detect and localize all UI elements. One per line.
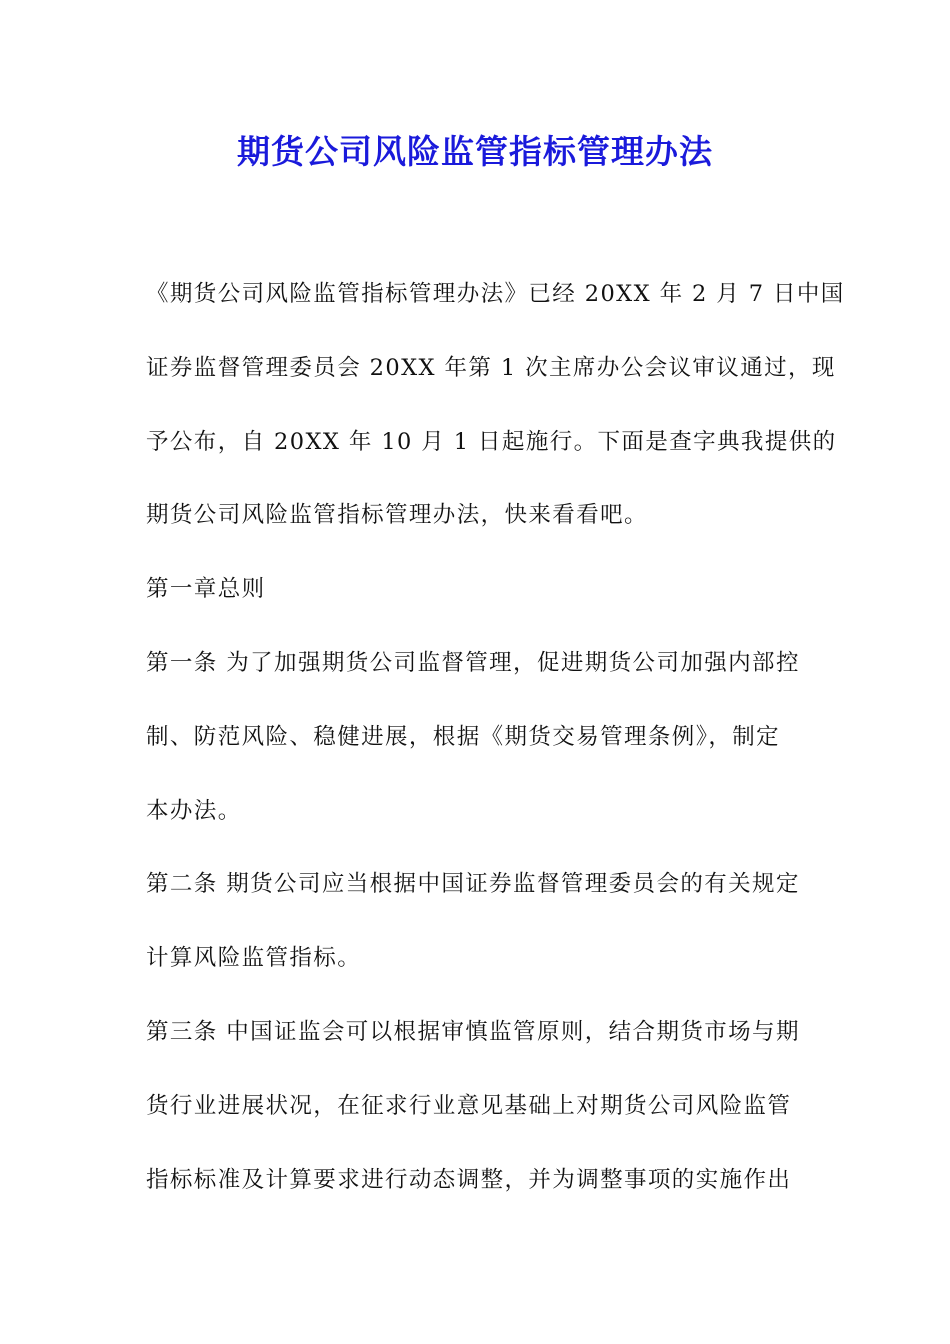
paragraph-line: 予公布，自 20XX 年 10 月 1 日起施行。下面是查字典我提供的 [146, 428, 837, 455]
paragraph-line: 证券监督管理委员会 20XX 年第 1 次主席办公会议审议通过，现 [146, 354, 836, 381]
article-line: 第二条 期货公司应当根据中国证券监督管理委员会的有关规定 [146, 871, 800, 898]
document-title: 期货公司风险监管指标管理办法 [237, 132, 713, 171]
chapter-heading: 第一章总则 [146, 576, 266, 603]
article-line: 第三条 中国证监会可以根据审慎监管原则，结合期货市场与期 [146, 1018, 800, 1045]
article-line: 本办法。 [146, 797, 242, 824]
article-line: 指标标准及计算要求进行动态调整，并为调整事项的实施作出 [146, 1166, 792, 1193]
article-line: 计算风险监管指标。 [146, 945, 362, 972]
article-line: 货行业进展状况，在征求行业意见基础上对期货公司风险监管 [146, 1092, 792, 1119]
article-line: 制、防范风险、稳健进展，根据《期货交易管理条例》，制定 [146, 723, 781, 750]
document-body [146, 258, 845, 1217]
article-line: 第一条 为了加强期货公司监督管理，促进期货公司加强内部控 [146, 649, 800, 676]
paragraph-line: 《期货公司风险监管指标管理办法》已经 20XX 年 2 月 7 日中国 [146, 281, 845, 307]
paragraph-line: 期货公司风险监管指标管理办法，快来看看吧。 [146, 502, 648, 529]
